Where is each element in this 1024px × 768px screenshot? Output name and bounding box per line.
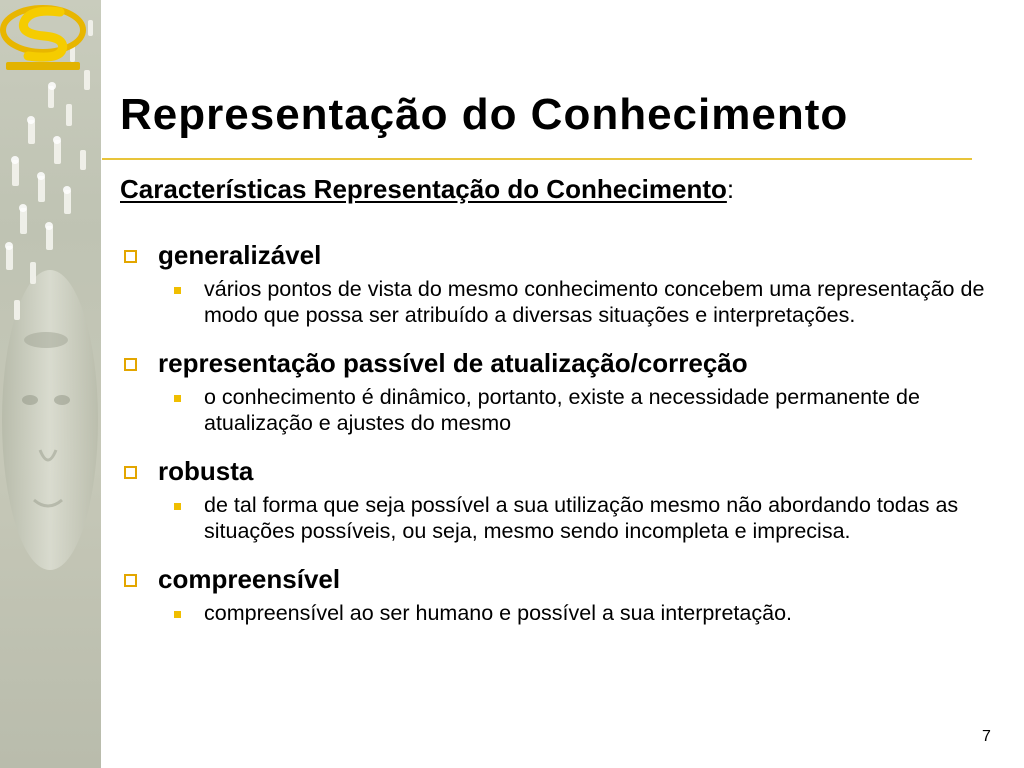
title-divider: [102, 158, 972, 160]
section-subtitle: [120, 174, 734, 205]
item-detail: de tal forma que seja possível a sua utilização mesmo não abordando todas as situações possíveis, ou seja, mesmo sendo incompleta e imprecisa.: [204, 493, 959, 543]
slide-title: Representação do Conhecimento: [120, 90, 849, 139]
sub-list-item: [120, 384, 1000, 436]
item-heading: generalizável: [158, 240, 322, 270]
list-item: [120, 454, 1000, 544]
item-detail: vários pontos de vista do mesmo conhecimento concebem uma representação de modo que possa ser atribuído a diversas situações e interpretações.: [204, 277, 985, 327]
filled-square-icon: [174, 611, 181, 618]
item-heading: compreensível: [158, 564, 341, 594]
list-item: [120, 238, 1000, 328]
item-detail: compreensível ao ser humano e possível a sua interpretação.: [204, 601, 792, 625]
subtitle-text: Características Representação do Conhecimento: [120, 174, 727, 204]
list-item: [120, 562, 1000, 626]
hollow-square-icon: [124, 250, 137, 263]
hollow-square-icon: [124, 466, 137, 479]
hollow-square-icon: [124, 574, 137, 587]
subtitle-colon: :: [726, 174, 735, 204]
list-item: [120, 346, 1000, 436]
sub-list-item: [120, 492, 1000, 544]
item-detail: o conhecimento é dinâmico, portanto, existe a necessidade permanente de atualização e ajustes do mesmo: [204, 385, 920, 435]
cs-swoosh-logo: [0, 0, 86, 76]
decorative-sidebar: [0, 0, 101, 768]
characteristics-list: [120, 238, 1000, 626]
filled-square-icon: [174, 503, 181, 510]
sub-list-item: [120, 600, 1000, 626]
page-number: 7: [982, 728, 991, 745]
item-heading: robusta: [158, 456, 254, 486]
filled-square-icon: [174, 395, 181, 402]
sidebar-artwork: [0, 0, 101, 768]
hollow-square-icon: [124, 358, 137, 371]
filled-square-icon: [174, 287, 181, 294]
item-heading: representação passível de atualização/correção: [158, 348, 748, 378]
sub-list-item: [120, 276, 1000, 328]
